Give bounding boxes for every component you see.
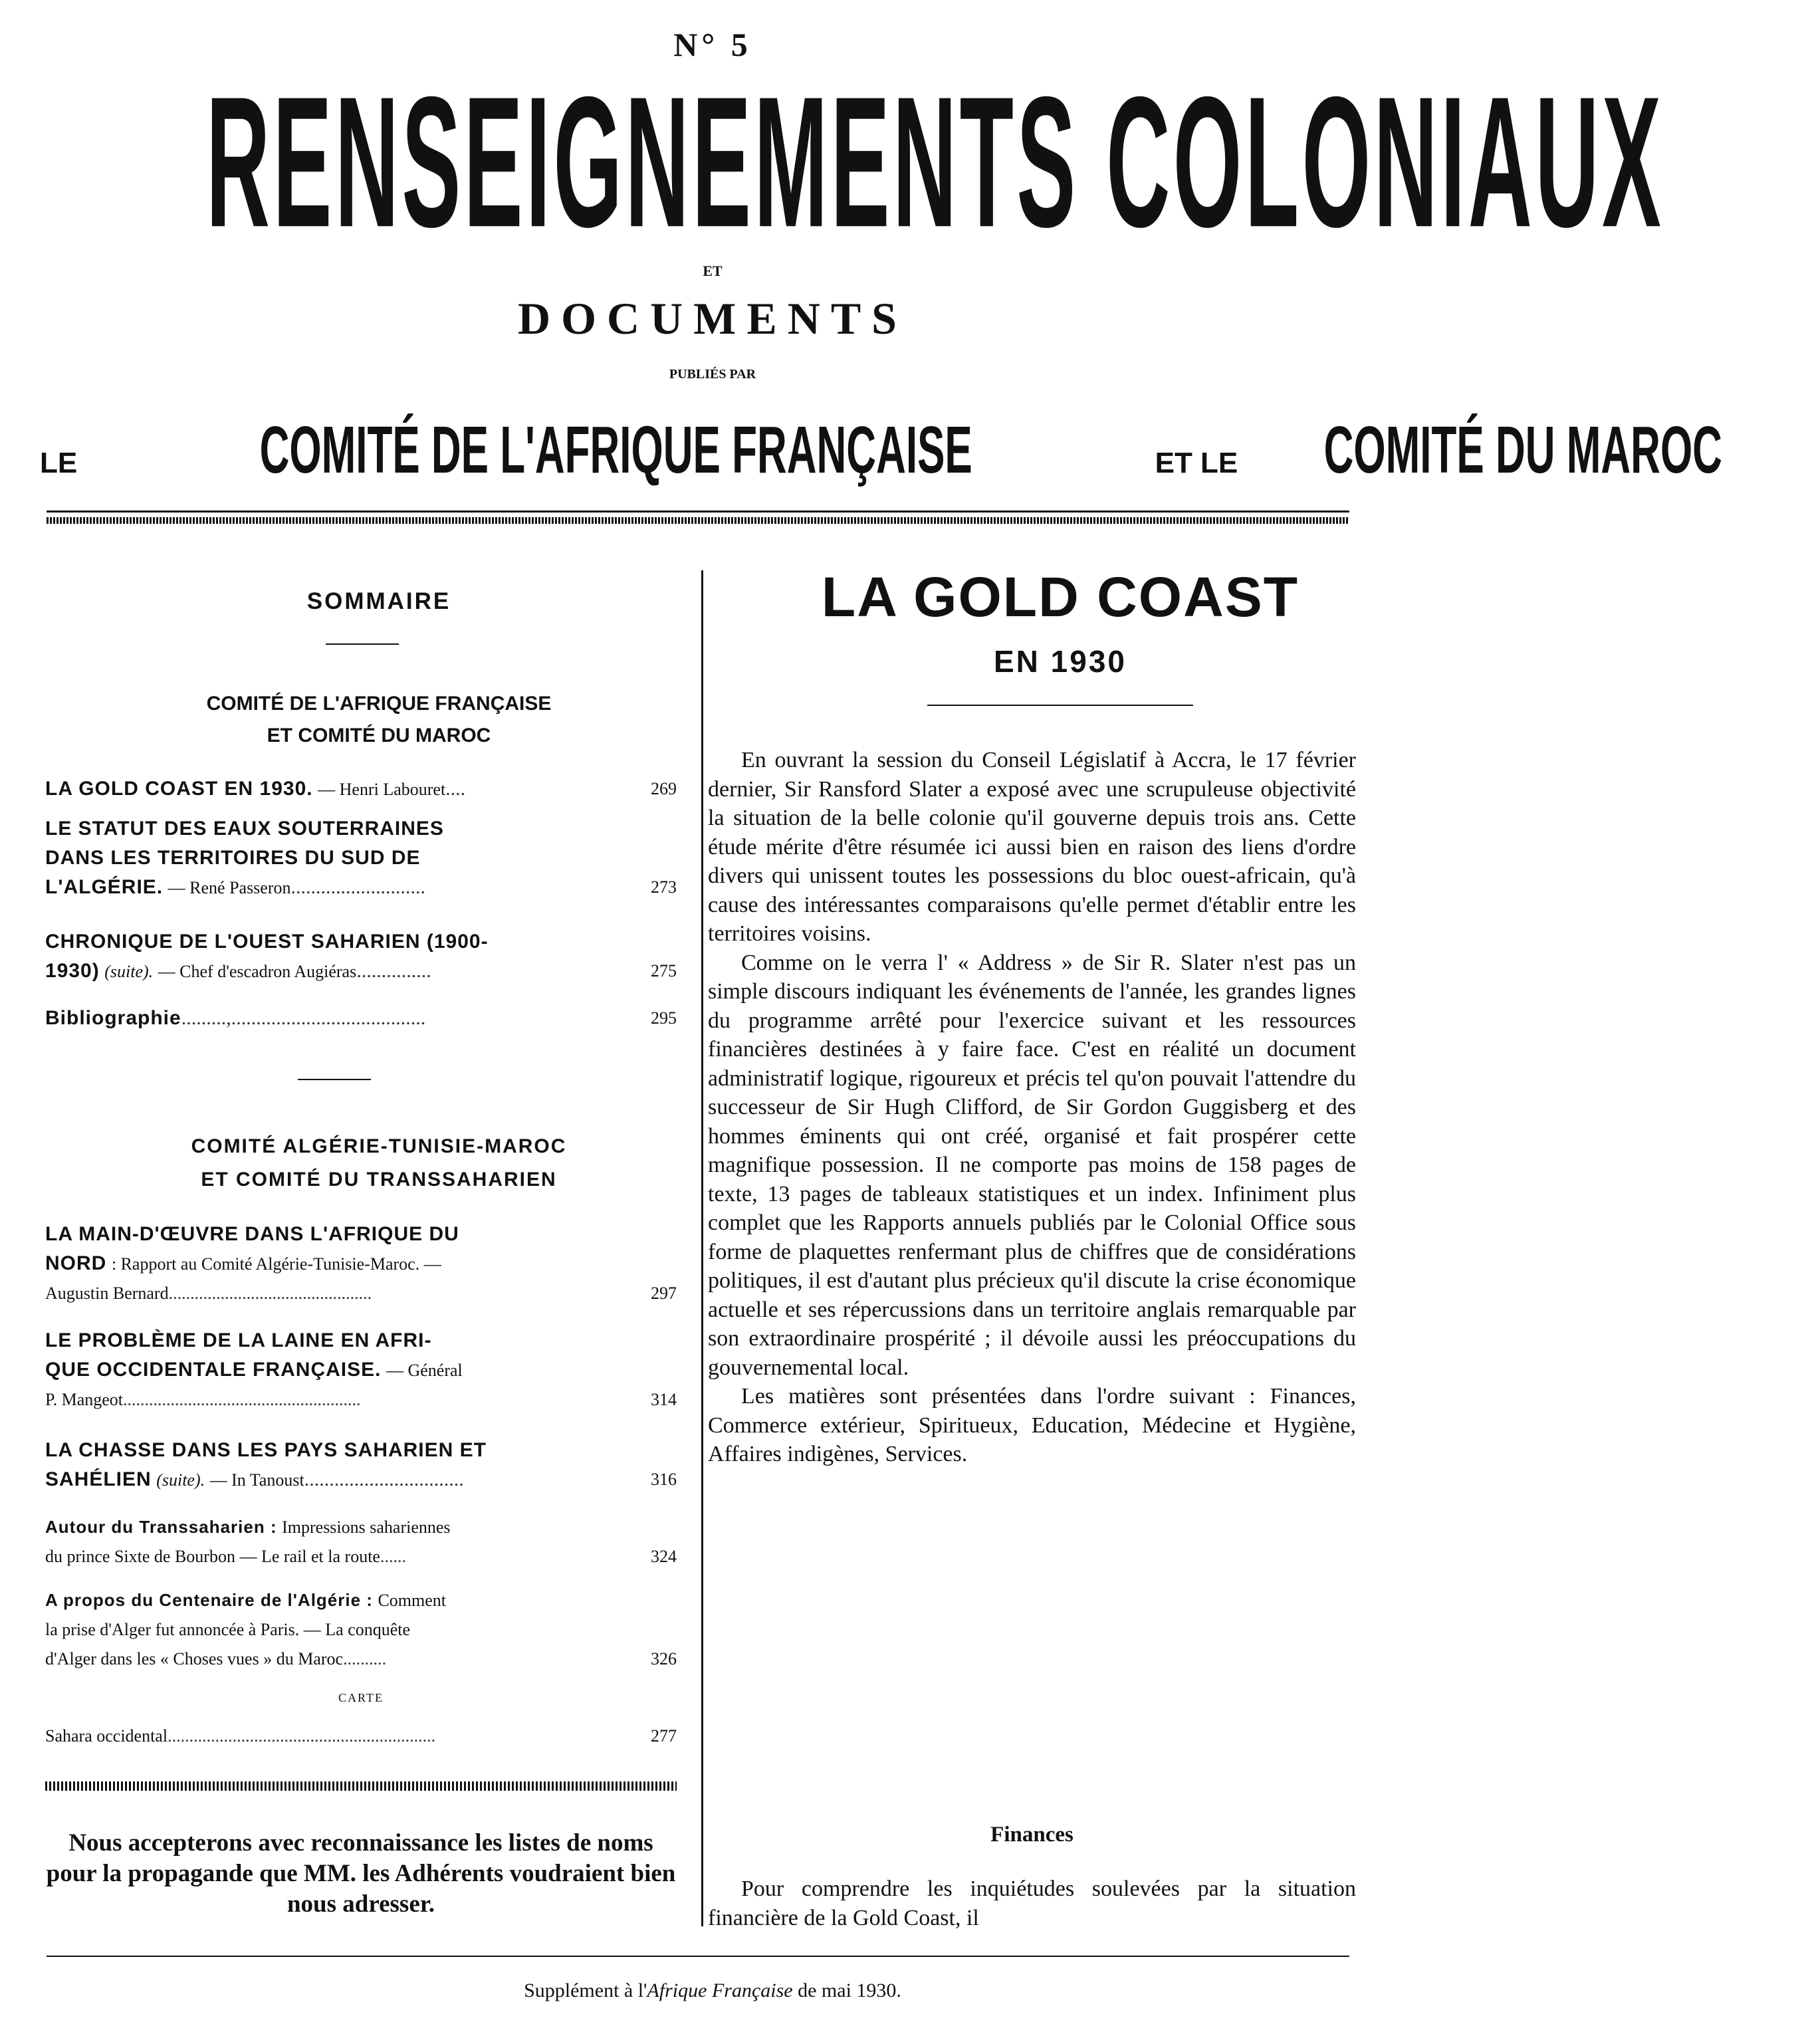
toc-page: 316 (651, 1470, 677, 1489)
toc-page: 326 (651, 1649, 677, 1668)
sommaire-heading: SOMMAIRE (306, 588, 451, 614)
masthead-rule (47, 511, 1349, 512)
toc-page: 269 (651, 779, 677, 798)
article-rule (927, 705, 1193, 706)
toc-title-line2: SAHÉLIEN (45, 1468, 152, 1490)
section1-line1: COMITÉ DE L'AFRIQUE FRANÇAISE (206, 693, 552, 715)
toc-leader: .......... (343, 1649, 387, 1668)
toc-author: P. Mangeot (45, 1390, 123, 1409)
toc-title-line3: L'ALGÉRIE. (45, 876, 164, 898)
toc-title-line1: LE PROBLÈME DE LA LAINE EN AFRI- (45, 1329, 432, 1351)
toc-page: 275 (651, 961, 677, 980)
masthead-documents: DOCUMENTS (517, 293, 908, 344)
article-body (708, 746, 1356, 1469)
toc-suite: (suite). (104, 962, 154, 981)
toc-title: Sahara occidental (45, 1726, 168, 1746)
toc-title-line2: QUE OCCIDENTALE FRANÇAISE. (45, 1359, 382, 1381)
column-divider (701, 570, 703, 1926)
toc-entry-chronique[interactable] (45, 927, 677, 986)
article-paragraph: Pour comprendre les inquiétudes soulevées par la situation financière de la Gold Coast, il (708, 1876, 1356, 1930)
toc-page: 297 (651, 1284, 677, 1303)
toc-author: — Chef d'escadron Augiéras (158, 962, 357, 981)
toc-author: Augustin Bernard (45, 1284, 169, 1303)
toc-entry-laine[interactable] (45, 1326, 677, 1415)
toc-page: 314 (651, 1390, 677, 1409)
toc-title-line1: CHRONIQUE DE L'OUEST SAHARIEN (1900- (45, 931, 489, 953)
sommaire-rule (326, 643, 399, 645)
toc-title-line1: LA CHASSE DANS LES PAYS SAHARIEN ET (45, 1439, 487, 1461)
toc-author: — In Tanoust (209, 1470, 304, 1490)
toc-lead: A propos du Centenaire de l'Algérie : (45, 1590, 373, 1610)
toc-desc: : Rapport au Comité Algérie-Tunisie-Maroc. — (111, 1254, 441, 1274)
toc-entry-centenaire[interactable] (45, 1585, 677, 1674)
toc-entry-transsaharien[interactable] (45, 1512, 677, 1571)
toc-author: — Henri Labouret (318, 780, 446, 799)
article-paragraph: Les matières sont présentées dans l'ordre suivant : Finances, Commerce extérieur, Spiritueux, Education, Médecine et Hygiène, Affaires indigènes, Services. (708, 1384, 1356, 1466)
footer-suffix: de mai 1930. (792, 1980, 901, 2001)
toc-desc-line1: Impressions sahariennes (282, 1518, 451, 1537)
toc-title-line1: LA MAIN-D'ŒUVRE DANS L'AFRIQUE DU (45, 1223, 459, 1245)
toc-leader: ....................................................... (123, 1390, 361, 1409)
toc-page: 324 (651, 1547, 677, 1566)
adherents-notice: Nous accepterons avec reconnaissance les listes de noms pour la propagande que MM. les Adhérents voudraient bien nous adresser. (46, 1829, 676, 1918)
toc-entry-chasse[interactable] (45, 1436, 677, 1495)
committee-name-maroc: COMITÉ DU MAROC (1323, 413, 1723, 487)
carte-heading: CARTE (338, 1691, 384, 1704)
article-paragraph: En ouvrant la session du Conseil Législatif à Accra, le 17 février dernier, Sir Ransford Slater a exposé avec une scrupuleuse objectivité la situation de la belle colonie qu'il gouverne depuis trois ans. Cette étude mérite d'être résumée ici aussi bien en raison des liens d'ordre divers qui unissent toutes les possessions du bloc ouest-africain, qu'à cause des intéressantes comparaisons qu'elle permet d'établir entre les territoires voisins. (708, 748, 1356, 946)
committee-line (40, 412, 1723, 492)
committee-le: LE (40, 447, 78, 479)
section1-line2: ET COMITÉ DU MAROC (267, 725, 491, 746)
toc-lead: Autour du Transsaharien : (45, 1517, 277, 1537)
toc-title-line1: LE STATUT DES EAUX SOUTERRAINES (45, 818, 444, 840)
footer-journal: Afrique Française (647, 1980, 793, 2001)
toc-desc-line3: d'Alger dans les « Choses vues » du Maroc (45, 1649, 344, 1668)
toc-entry-bibliographie[interactable] (45, 1004, 677, 1033)
toc-entry-gold-coast[interactable] (45, 774, 677, 804)
masthead-hatched-rule (47, 517, 1349, 524)
article-title: LA GOLD COAST (821, 566, 1299, 628)
toc-title-line2: DANS LES TERRITOIRES DU SUD DE (45, 847, 421, 869)
article-subtitle: EN 1930 (993, 644, 1127, 679)
toc-desc-line1: Comment (378, 1591, 447, 1610)
footer-prefix: Supplément à l' (524, 1980, 647, 2001)
toc-desc-line2: la prise d'Alger fut annoncée à Paris. — La conquête (45, 1620, 411, 1639)
toc-leader: .........,....................................... (181, 1007, 426, 1029)
section2-line2: ET COMITÉ DU TRANSSAHARIEN (201, 1169, 557, 1191)
masthead-publies-par: PUBLIÉS PAR (669, 367, 756, 382)
masthead-title (47, 59, 1664, 267)
toc-leader: .... (445, 778, 466, 800)
toc-entry-main-oeuvre[interactable] (45, 1220, 677, 1308)
committee-et-le: ET LE (1155, 447, 1238, 479)
toc-title-line2: NORD (45, 1252, 107, 1274)
finances-body (708, 1874, 1356, 1933)
toc-leader: ...... (380, 1547, 406, 1566)
toc-author: — René Passeron (168, 878, 291, 897)
hatched-rule (45, 1781, 677, 1791)
toc-title-line2: 1930) (45, 960, 100, 982)
toc-desc-line2: du prince Sixte de Bourbon — Le rail et la route (45, 1547, 380, 1566)
toc-leader: ............... (356, 960, 431, 982)
footer-note (0, 1980, 1425, 2002)
toc-entry-carte-sahara[interactable] (45, 1722, 677, 1751)
article-paragraph: Comme on le verra l' « Address » de Sir R. Slater n'est pas un simple discours indiquant les événements de l'année, les grandes lignes du programme arrêté pour l'exercice suivant et les ressources financières destinées à y faire face. C'est en réalité un document administratif logique, rigoureux et précis tel qu'on pouvait l'attendre du successeur de Sir Hugh Clifford, de Sir Gordon Guggisberg et des hommes éminents qui ont créé, organisé et fait prospérer cette magnifique possession. Il ne comporte pas moins de 158 pages de texte, 13 pages de tableaux statistiques et un index. Infiniment plus complet que les Rapports annuels publiés par le Colonial Office sous forme de plaquettes renfermant plus de chiffres que de considérations politiques, il est d'autant plus précieux qu'il discute la crise économique actuelle et ses répercussions dans un territoire anglais remarquable par son extraordinaire prospérité ; il dévoile aussi les préoccupations du gouvernemental local. (708, 950, 1356, 1380)
toc-leader: ........................... (290, 876, 425, 898)
toc-desc: — Général (386, 1361, 463, 1380)
toc-suite: (suite). (156, 1470, 205, 1490)
footer-rule (47, 1956, 1349, 1957)
toc-leader: ................................ (304, 1468, 464, 1490)
finances-heading: Finances (990, 1823, 1073, 1847)
toc-title: LA GOLD COAST EN 1930. (45, 778, 313, 800)
masthead-et: ET (703, 263, 723, 279)
section1-heading (80, 688, 678, 752)
committee-name-afrique: COMITÉ DE L'AFRIQUE FRANÇAISE (259, 413, 973, 487)
toc-page: 273 (651, 877, 677, 897)
toc-leader: ............................................... (168, 1284, 372, 1303)
section-rule (298, 1079, 371, 1080)
section2-heading (80, 1130, 678, 1196)
toc-page: 277 (651, 1726, 677, 1746)
toc-title: Bibliographie (45, 1007, 181, 1029)
toc-entry-statut-eaux[interactable] (45, 814, 677, 903)
toc-leader: .............................................................. (168, 1726, 436, 1746)
toc-page: 295 (651, 1008, 677, 1028)
section2-line1: COMITÉ ALGÉRIE-TUNISIE-MAROC (191, 1135, 567, 1157)
masthead-title-text: RENSEIGNEMENTS COLONIAUX (206, 59, 1664, 267)
issue-number: N° 5 (673, 26, 752, 63)
